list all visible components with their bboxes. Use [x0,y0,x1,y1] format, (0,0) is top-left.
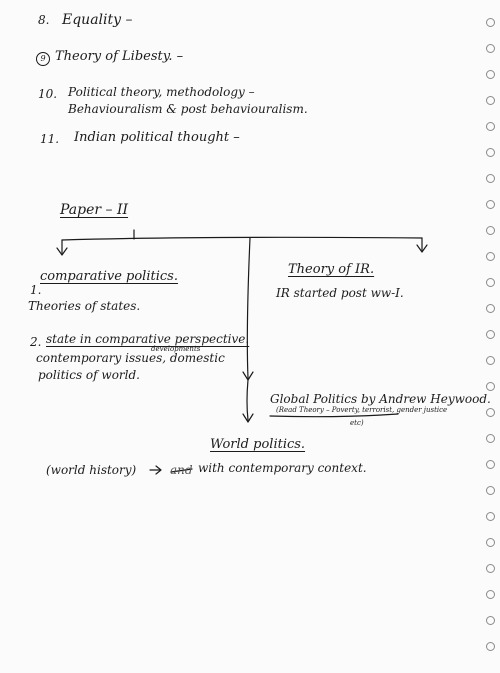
binding-ring [486,642,495,651]
binding-ring [486,434,495,443]
binding-ring [486,330,495,339]
binding-ring [486,44,495,53]
binding-ring [486,96,495,105]
binding-ring [486,382,495,391]
item-10-line-2: Behaviouralism & post behaviouralism. [68,102,308,116]
book-note-line-1: (Read Theory – Poverty, terrorist, gender justice [276,406,448,414]
middle-branch-arrowhead-upper [243,372,253,380]
binding-ring [486,616,495,625]
world-history-arrowhead [156,466,161,474]
item-11-text: Indian political thought – [74,130,240,145]
global-politics-book: Global Politics by Andrew Heywood. [270,392,491,406]
state-perspective-heading: state in comparative perspective. [46,332,250,346]
item-8-number: 8. [38,13,50,27]
paper-heading: Paper – II [60,202,129,218]
binding-ring [486,356,495,365]
item-9-number: 9 [36,52,50,66]
horizontal-branch-line [62,237,422,240]
binding-ring [486,564,495,573]
world-history-bracket: (world history) [46,463,137,477]
binding-ring [486,460,495,469]
struck-out-word: and [170,463,193,477]
binding-ring [486,304,495,313]
comparative-politics-heading: comparative politics. [40,269,178,284]
book-underline [270,414,398,417]
binding-ring [486,18,495,27]
theory-of-ir-heading: Theory of IR. [288,262,375,277]
binding-ring [486,278,495,287]
binding-ring [486,200,495,209]
right-branch-arrowhead [417,245,427,252]
item-10-line-1: Political theory, methodology – [68,85,255,99]
binding-ring [486,148,495,157]
book-note-line-2: etc) [350,419,364,427]
item-8-text: Equality – [62,12,133,28]
politics-of-world-line: politics of world. [38,368,140,382]
binding-ring [486,512,495,521]
item-9-text: Theory of Libesty. – [55,49,184,64]
left-branch-arrowhead [57,248,67,255]
binding-ring [486,174,495,183]
binding-ring [486,408,495,417]
theories-of-states: Theories of states. [28,299,141,313]
item-11-number: 11. [40,132,60,146]
middle-branch-arrowhead-lower [243,414,253,422]
binding-ring [486,486,495,495]
contemporary-issues-line: contemporary issues, domestic [36,351,225,365]
contemporary-context-text: with contemporary context. [198,461,367,475]
binding-ring [486,538,495,547]
item-10-number: 10. [38,87,58,101]
binding-ring [486,590,495,599]
world-politics-heading: World politics. [210,437,306,452]
state-perspective-number: 2. [30,335,42,349]
binding-ring [486,122,495,131]
middle-branch-line-upper [247,238,250,378]
binding-ring [486,70,495,79]
middle-branch-line-lower [247,380,248,420]
binding-ring [486,252,495,261]
ir-started-text: IR started post ww-I. [276,286,404,300]
comparative-politics-number: 1. [30,283,42,297]
developments-insertion: developments [151,345,201,353]
binding-ring [486,226,495,235]
